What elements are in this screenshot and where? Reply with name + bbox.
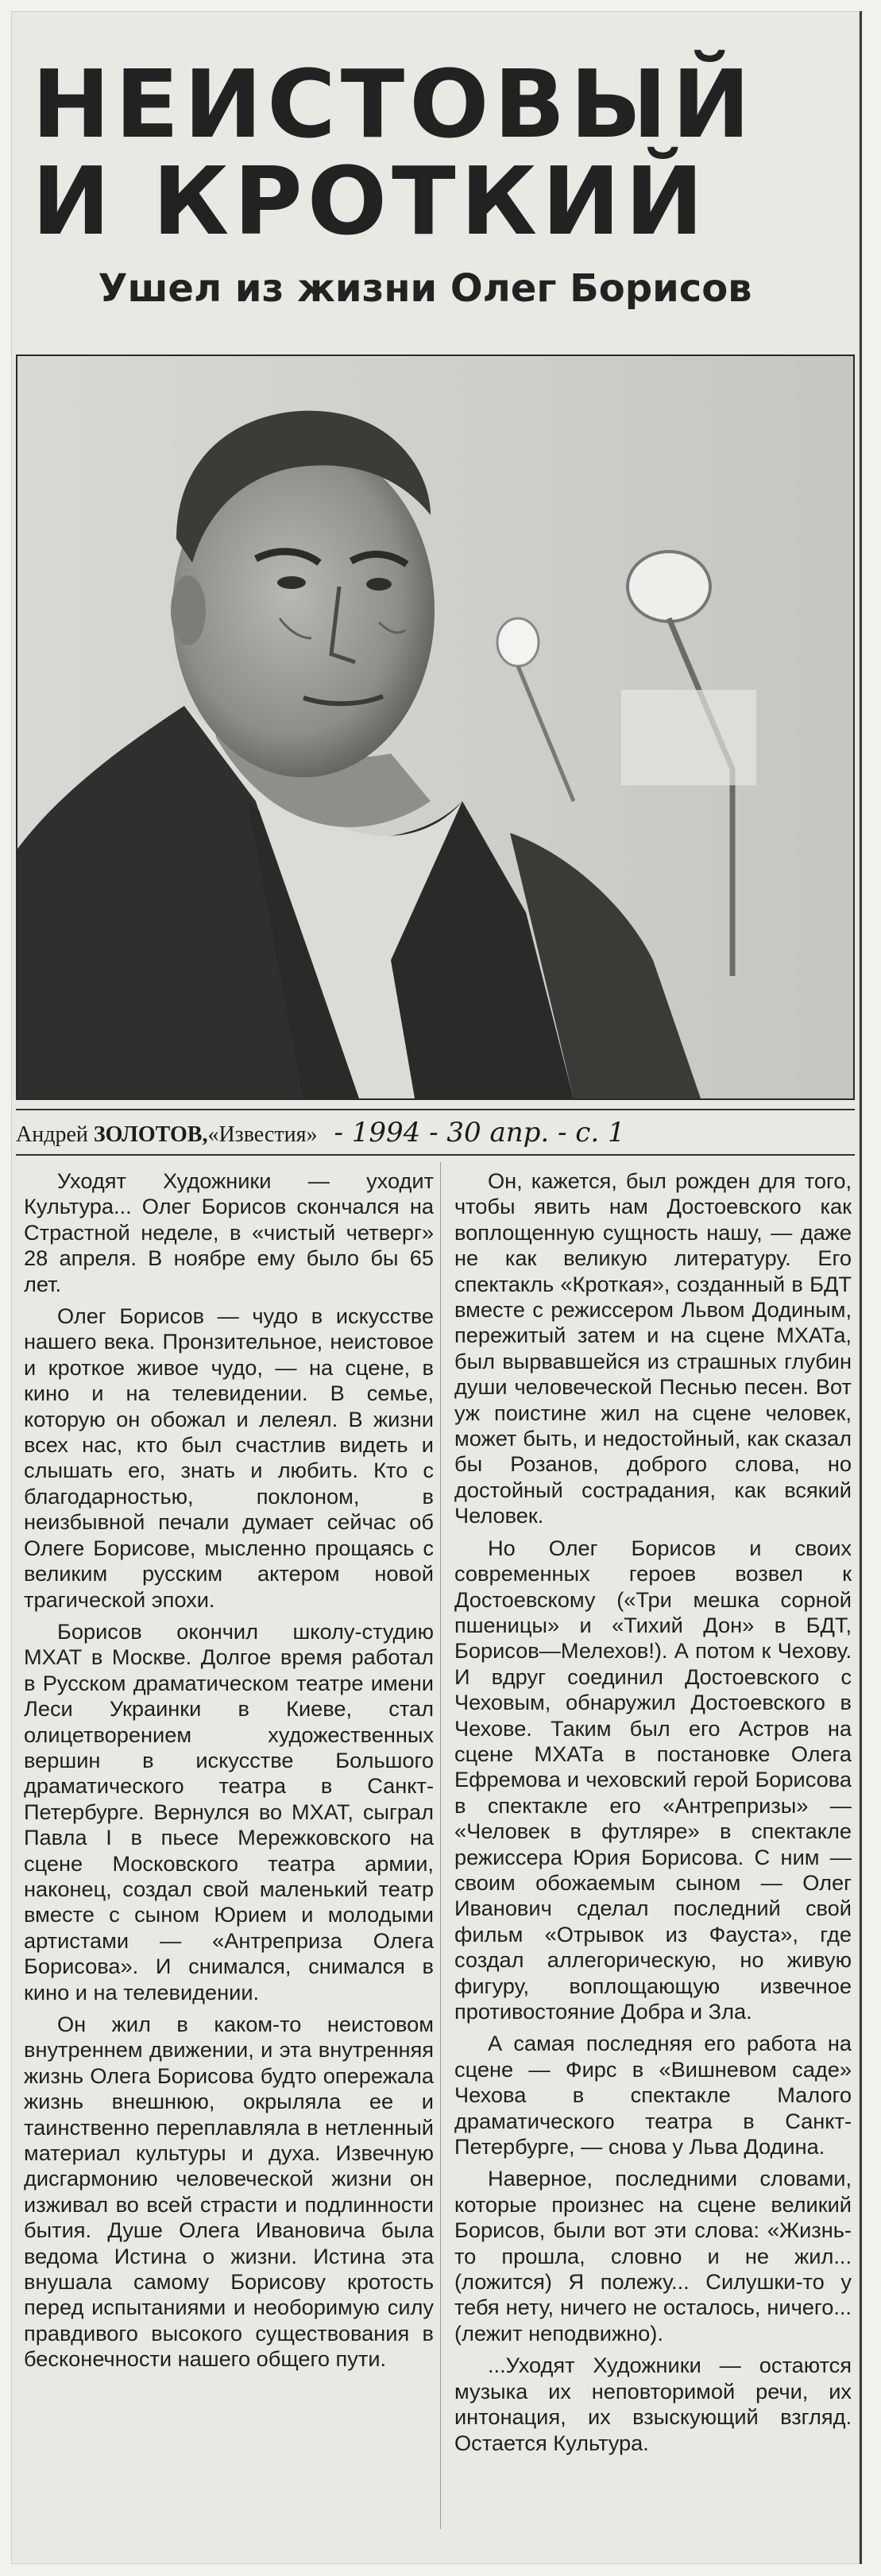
byline-top-rule — [16, 1109, 855, 1110]
paragraph: Но Олег Борисов и своих современных героев возвел к Достоевскому («Три мешка сорной пшеницы» и «Тихий Дон» в БДТ, Борисов—Мелехов!). А потом к Чехову. И вдруг соединил Достоевского с Чеховым, обнаружил Достоевского в Чехове. Таким был его Астров на сцене МХАТа в постановке Олега Ефремова и чеховский герой Борисова в спектакле его «Антрепризы» — «Человек в футляре» в спектакле режиссера Юрия Борисова. С ним — своим обожаемым сыном — Олег Иванович сделал последний свой фильм «Отрывок из Фауста», где создал аллегорическую, но живую фигуру, воплощающую извечное противостояние Добра и Зла. — [454, 1535, 852, 2024]
column-divider — [440, 1162, 441, 2529]
paragraph: Уходят Художники — уходит Культура... Олег Борисов скончался на Страстной неделе, в «чистый четверг» 28 апреля. В ноябре ему было бы 65 лет. — [24, 1168, 434, 1296]
paragraph: Борисов окончил школу-студию МХАТ в Москве. Долгое время работал в Русском драматическом театре имени Леси Украинки в Киеве, стал олицетворением художественных вершин в искусстве Большого драматического театра в Санкт-Петербурге. Вернулся во МХАТ, сыграл Павла I в пьесе Мережковского на сцене Московского театра армии, наконец, создал свой маленький театр вместе с сыном Юрием и молодыми артистами — «Антреприза Олега Борисова». И снимался, снимался в кино и на телевидении. — [24, 1618, 434, 2005]
portrait-photo-graphic — [17, 356, 853, 1098]
article-column-right — [454, 1168, 852, 2462]
subheadline: Ушел из жизни Олег Борисов — [98, 266, 752, 311]
paragraph: Олег Борисов — чудо в искусстве нашего века. Пронзительное, неистовое и кроткое живое чудо, — на сцене, в кино и на телевидении. В семье, которую он обожал и лелеял. В жизни всех нас, кто был счастлив видеть и слышать его, знать и любить. Кто с благодарностью, поклоном, в неизбывной печали думает сейчас об Олеге Борисове, мысленно прощаясь с великим русским актером новой трагической эпохи. — [24, 1303, 434, 1612]
byline — [16, 1114, 855, 1151]
headline-line-2: И КРОТКИЙ — [32, 146, 709, 256]
paragraph: Он жил в каком-то неистовом внутреннем движении, и эта внутренняя жизнь Олега Борисова будто опережала жизнь внешнюю, окрыляла ее и таинственно переплавляла в нетленный материал культуры и духа. Извечную дисгармонию человеческой жизни он изживал во всей страсти и подлинности бытия. Душе Олега Ивановича была ведома Истина о жизни. Истина эта внушала самому Борисову кротость перед испытаниями и необоримую силу правдивого высокого существования в бесконечности нашего общего пути. — [24, 2012, 434, 2372]
paragraph: Он, кажется, был рожден для того, чтобы явить нам Достоевского как воплощенную сущность нашу, — даже не как великую литературу. Его спектакль «Кроткая», созданный в БДТ вместе с режиссером Львом Додиным, пережитый затем и на сцене МХАТа, был вырвавшейся из страшных глубин души человеческой Песнью песен. Вот уж поистине жил на сцене человек, может быть, и недостойный, как сказал бы Розанов, доброго слова, но достойный сострадания, как всякий Человек. — [454, 1168, 852, 1528]
headline-line-1: НЕИСТОВЫЙ — [32, 49, 755, 159]
article-column-left — [24, 1168, 434, 2379]
author-first-name: Андрей — [16, 1122, 88, 1147]
author-last-name: ЗОЛОТОВ, — [93, 1122, 208, 1147]
byline-bottom-rule — [16, 1154, 855, 1156]
paragraph: Наверное, последними словами, которые произнес на сцене великий Борисов, были вот эти слова: «Жизнь-то прошла, словно и не жил... (ложится) Я полежу... Силушки-то у тебя нету, ничего не осталось, ничего... (лежит неподвижно). — [454, 2166, 852, 2346]
publication-name: «Известия» — [207, 1122, 318, 1147]
paragraph: А самая последняя его работа на сцене — Фирс в «Вишневом саде» Чехова в спектакле Малого драматического театра в Санкт-Петербурге, — снова у Льва Додина. — [454, 2031, 852, 2160]
headline — [32, 49, 834, 256]
portrait-photo — [16, 354, 855, 1100]
handwritten-date-note: - 1994 - 30 апр. - с. 1 — [334, 1117, 625, 1149]
paragraph: ...Уходят Художники — остаются музыка их неповторимой речи, их интонация, их взыскующий взгляд. Остается Культура. — [454, 2353, 852, 2455]
